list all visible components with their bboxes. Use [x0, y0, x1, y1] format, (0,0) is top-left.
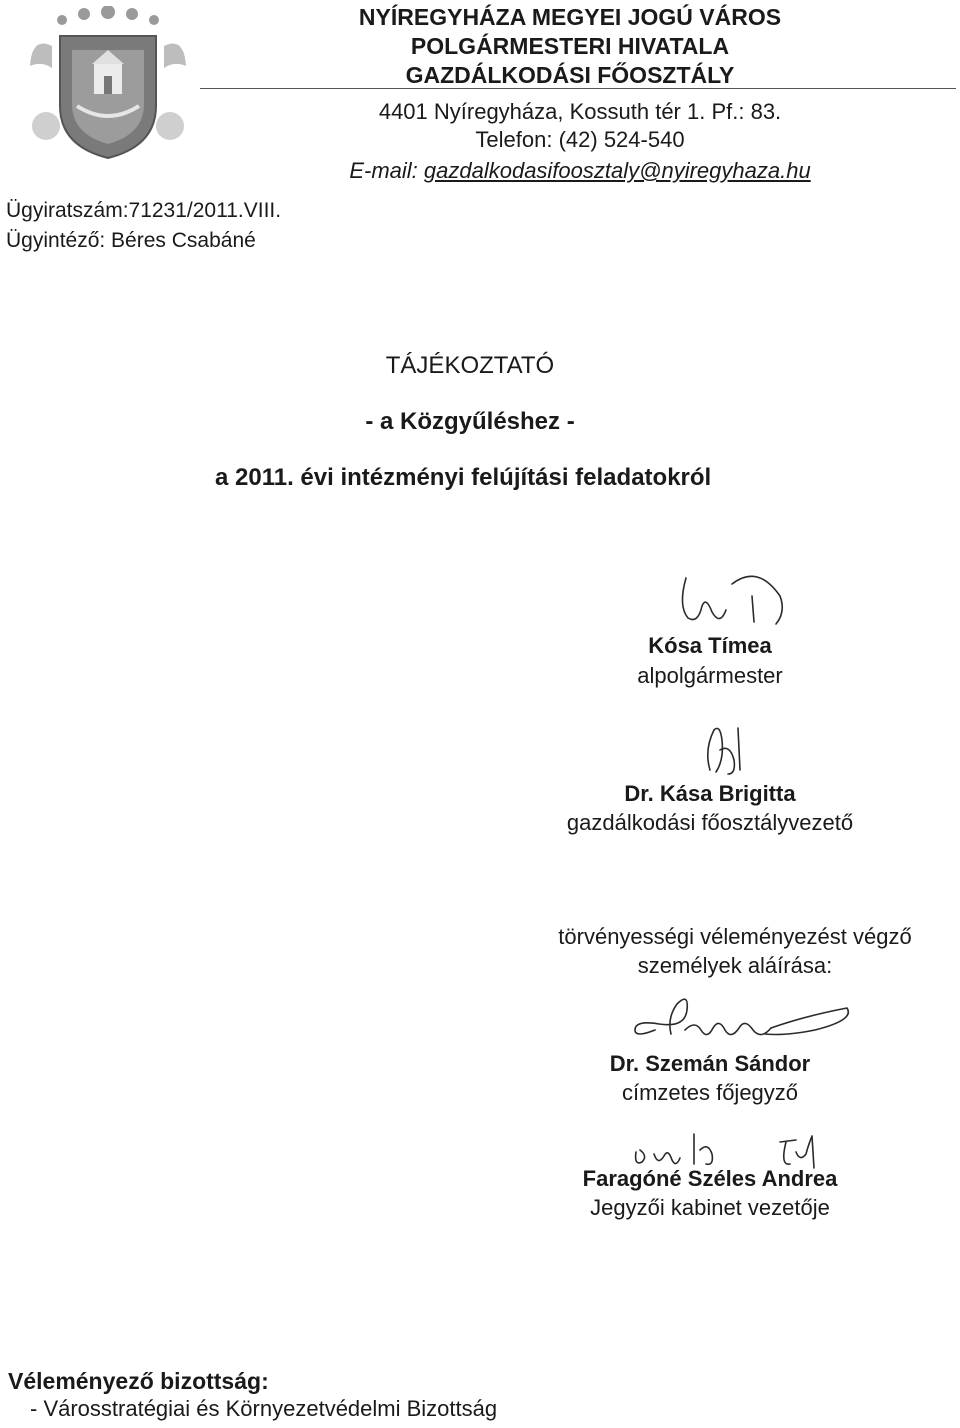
committee-item: - Városstratégiai és Környezetvédelmi Bizottság — [30, 1396, 498, 1421]
email-link[interactable]: gazdalkodasifoosztaly@nyiregyhaza.hu — [423, 158, 811, 183]
header-address: 4401 Nyíregyháza, Kossuth tér 1. Pf.: 83. — [378, 99, 782, 124]
signer-name-2: Dr. Kása Brigitta — [624, 781, 796, 806]
committee-heading: Véleményező bizottság: — [8, 1368, 269, 1394]
signer-role-2: gazdálkodási főosztályvezető — [566, 810, 854, 835]
org-name-line2: POLGÁRMESTERI HIVATALA — [410, 33, 730, 59]
org-name-line3: GAZDÁLKODÁSI FŐOSZTÁLY — [405, 62, 735, 88]
signer-role-3: címzetes főjegyző — [621, 1080, 799, 1105]
email-label: E-mail: — [349, 158, 418, 183]
header-rule — [200, 88, 956, 89]
case-officer: Ügyintéző: Béres Csabáné — [6, 229, 256, 252]
org-name-line1: NYÍREGYHÁZA MEGYEI JOGÚ VÁROS — [358, 4, 782, 30]
document-subheading: - a Közgyűléshez - — [365, 408, 575, 435]
signature-kosa-timea — [668, 566, 798, 632]
document-heading: TÁJÉKOZTATÓ — [385, 352, 555, 379]
document-topic: a 2011. évi intézményi felújítási feladatokról — [215, 464, 712, 491]
signer-name-3: Dr. Szemán Sándor — [609, 1051, 811, 1076]
signature-kasa-brigitta — [690, 720, 750, 778]
legal-review-caption-2: személyek aláírása: — [637, 953, 833, 978]
signer-name-4: Faragóné Széles Andrea — [582, 1166, 838, 1191]
header-phone: Telefon: (42) 524-540 — [475, 127, 685, 152]
signature-szeman-sandor — [615, 990, 865, 1052]
signer-role-4: Jegyzői kabinet vezetője — [590, 1195, 830, 1220]
legal-review-caption-1: törvényességi véleményezést végző — [558, 924, 912, 949]
header-email-line — [300, 158, 860, 184]
signer-name-1: Kósa Tímea — [648, 633, 772, 658]
file-number: Ügyiratszám:71231/2011.VIII. — [6, 199, 282, 222]
signer-role-1: alpolgármester — [637, 663, 783, 688]
city-coat-of-arms-icon — [22, 6, 194, 164]
